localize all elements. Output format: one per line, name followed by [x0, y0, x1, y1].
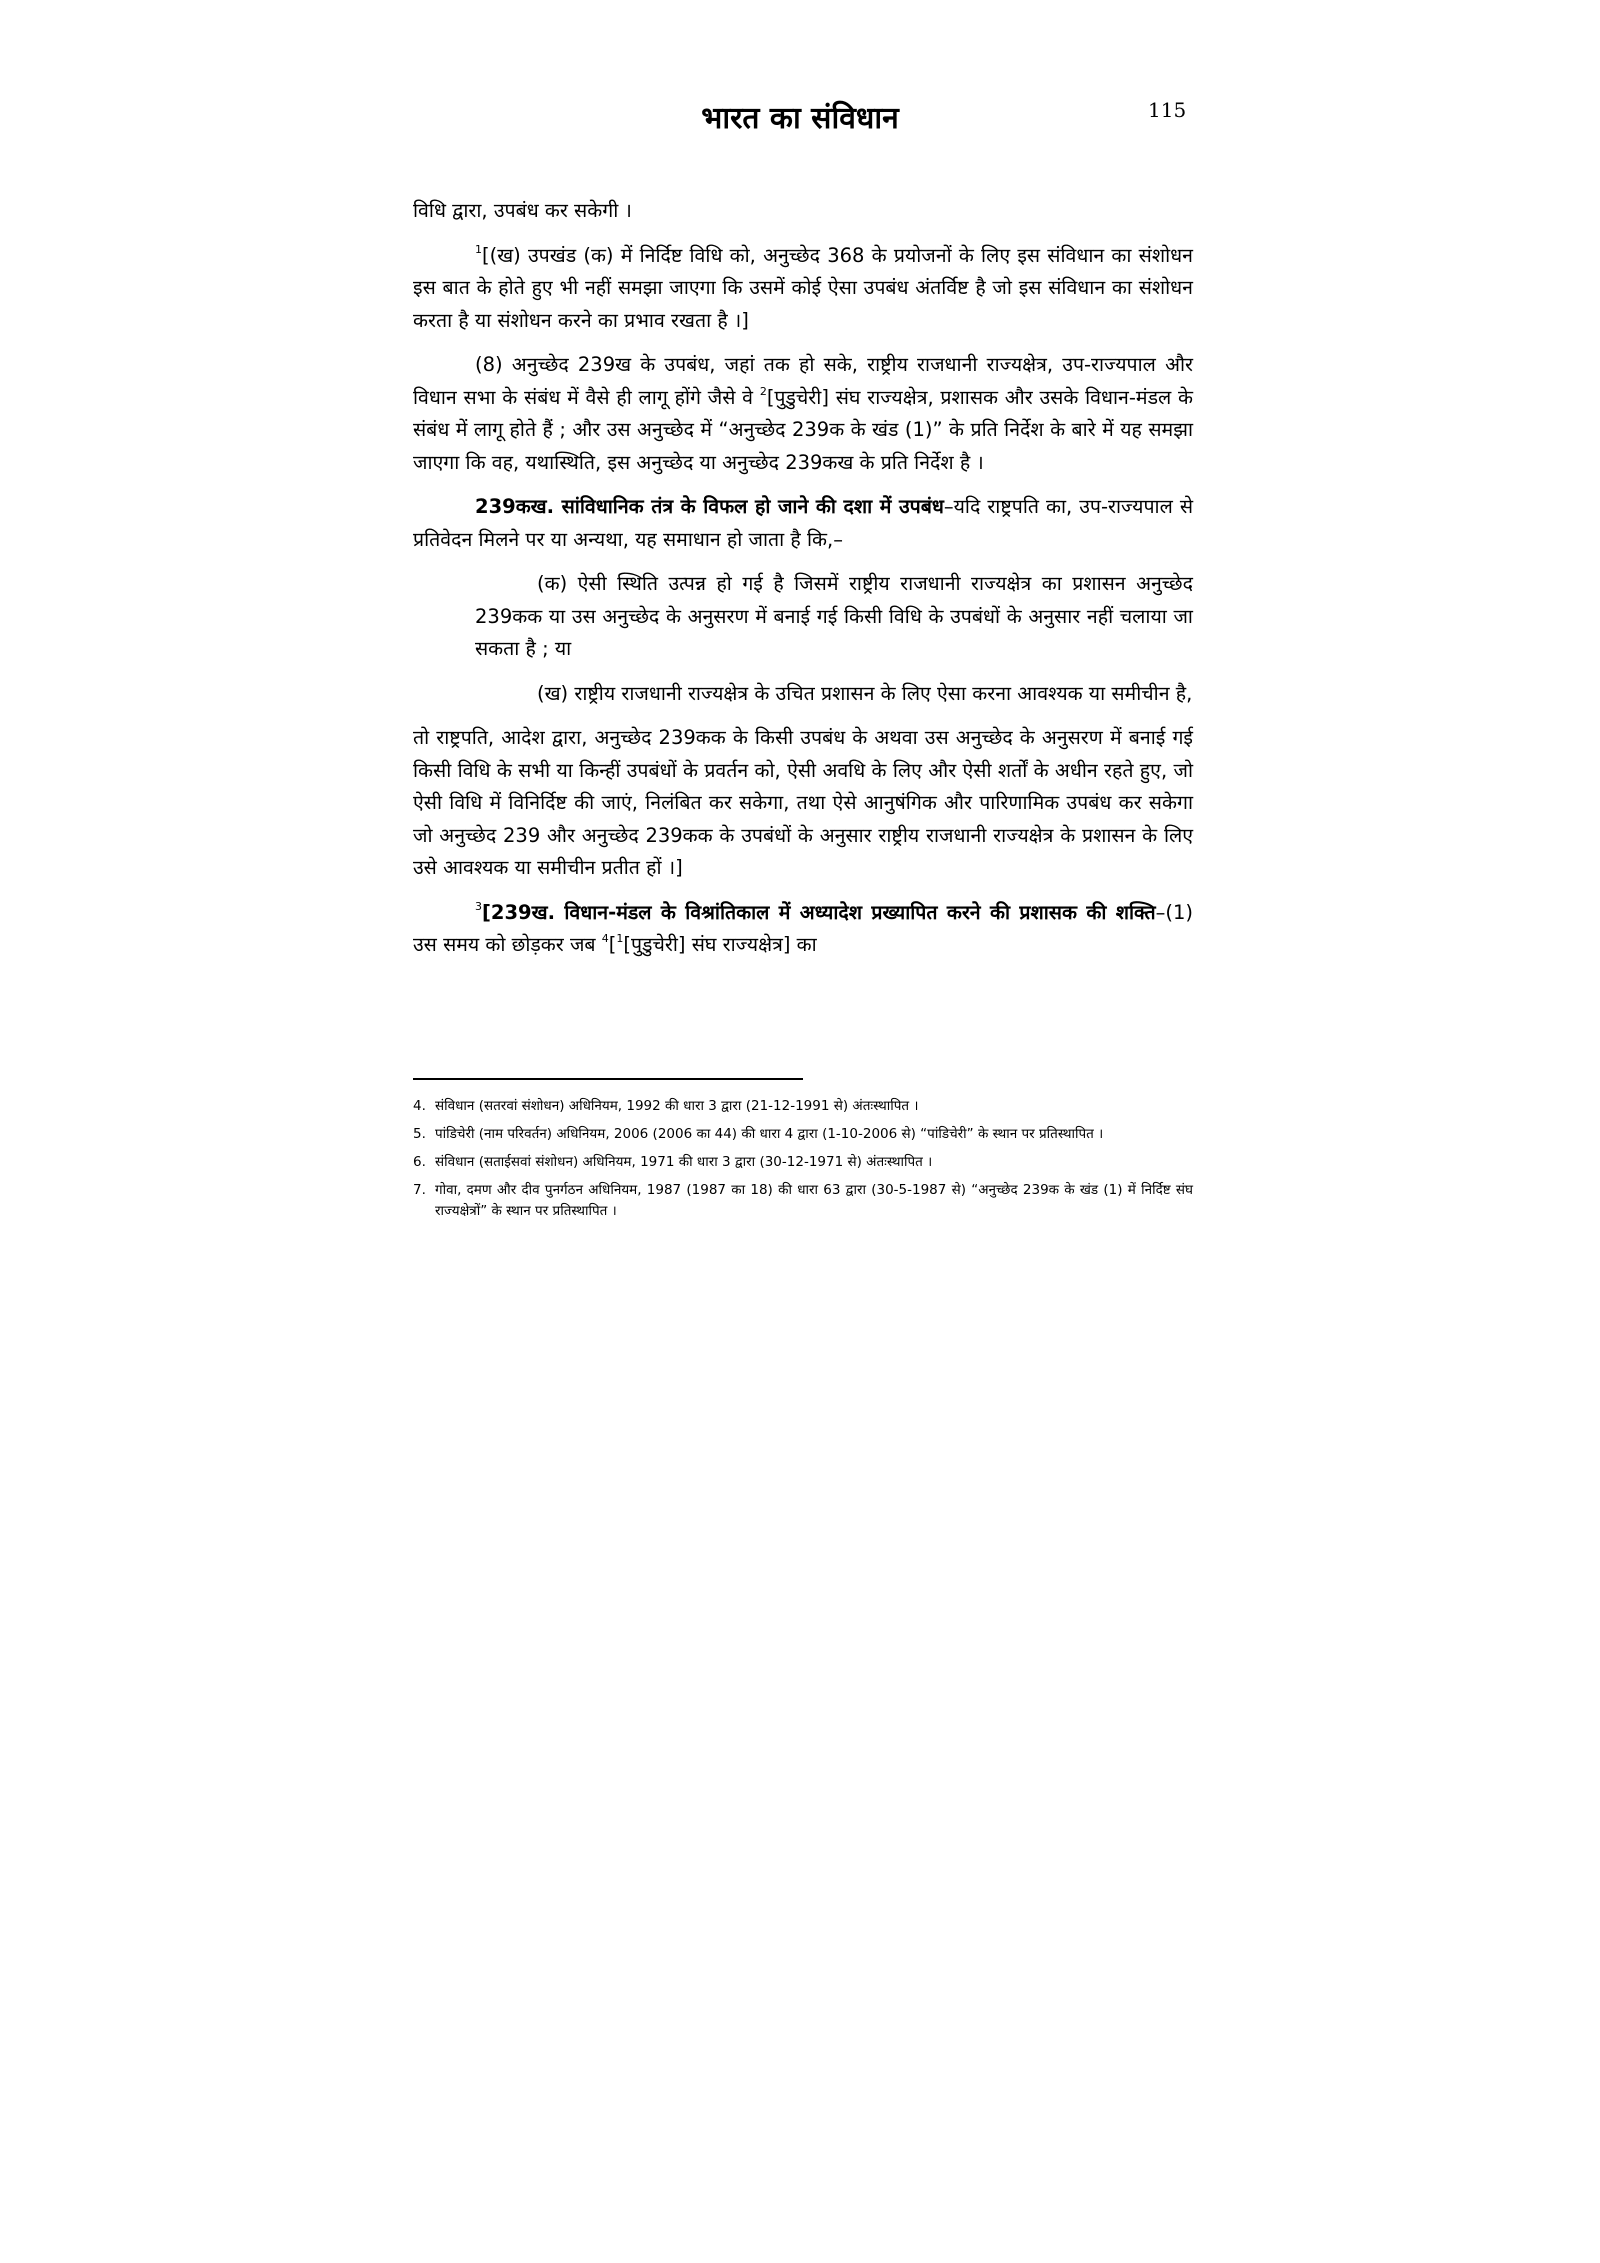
footnote-item	[413, 1152, 1193, 1173]
footnote-number: 6.	[413, 1154, 426, 1170]
paragraph-clause-8	[413, 349, 1193, 479]
article-text: –(1) उस समय को छोड़कर जब	[413, 900, 1193, 956]
page-number: 115	[1148, 98, 1187, 122]
paragraph-text: [(ख) उपखंड (क) में निर्दिष्ट विधि को, अनुच्छेद 368 के प्रयोजनों के लिए इस संविधान का संशोधन इस बात के होते हुए भी नहीं समझा जाएगा कि उसमें कोई ऐसा उपबंध अंतर्विष्ट है जो इस संविधान का संशोधन करता है या संशोधन करने का प्रभाव रखता है ।]	[413, 243, 1193, 332]
footnote-item	[413, 1096, 1193, 1117]
paragraph-continuation	[413, 195, 1193, 228]
footnote-mark: 1	[475, 242, 482, 256]
sub-clause-a	[413, 568, 1193, 666]
footnote-item	[413, 1124, 1193, 1145]
clause-text: (ख) राष्ट्रीय राजधानी राज्यक्षेत्र के उचित प्रशासन के लिए ऐसा करना आवश्यक या समीचीन है,	[537, 681, 1193, 705]
article-239ab	[413, 491, 1193, 556]
article-heading: 239कख. सांविधानिक तंत्र के विफल हो जाने की दशा में उपबंध	[475, 495, 944, 518]
article-239b	[413, 897, 1193, 962]
footnote-text: गोवा, दमण और दीव पुनर्गठन अधिनियम, 1987 (1987 का 18) की धारा 63 द्वारा (30-5-1987 से) “अनुच्छेद 239क के खंड (1) में निर्दिष्ट संघ राज्यक्षेत्रों” के स्थान पर प्रतिस्थापित ।	[435, 1182, 1193, 1219]
sub-clause-b	[413, 678, 1193, 711]
article-heading: [239ख. विधान-मंडल के विश्रांतिकाल में अध्यादेश प्रख्यापित करने की प्रशासक की शक्ति	[482, 900, 1156, 924]
footnote-number: 5.	[413, 1126, 426, 1142]
footnote-text: संविधान (सतरवां संशोधन) अधिनियम, 1992 की धारा 3 द्वारा (21-12-1991 से) अंतःस्थापित ।	[435, 1098, 919, 1114]
page-title: भारत का संविधान	[701, 101, 899, 136]
article-text: –यदि राष्ट्रपति का, उप-राज्यपाल से प्रतिवेदन मिलने पर या अन्यथा, यह समाधान हो जाता है कि,–	[413, 495, 1194, 551]
footnote-number: 7.	[413, 1182, 426, 1198]
clause-text: (क) ऐसी स्थिति उत्पन्न हो गई है जिसमें राष्ट्रीय राजधानी राज्यक्षेत्र का प्रशासन अनुच्छेद 239कक या उस अनुच्छेद के अनुसरण में बनाई गई किसी विधि के उपबंधों के अनुसार नहीं चलाया जा सकता है ; या	[475, 572, 1193, 660]
article-text: [पुडुचेरी] संघ राज्यक्षेत्र] का	[623, 933, 817, 956]
paragraph-text: विधि द्वारा, उपबंध कर सकेगी ।	[413, 199, 632, 222]
footnote-text: पांडिचेरी (नाम परिवर्तन) अधिनियम, 2006 (2006 का 44) की धारा 4 द्वारा (1-10-2006 से) “पांडिचेरी” के स्थान पर प्रतिस्थापित ।	[435, 1126, 1104, 1142]
footnote-item	[413, 1180, 1193, 1222]
paragraph-clause-b-substituted	[413, 240, 1193, 338]
footnote-mark: 1	[616, 932, 624, 945]
paragraph-text: तो राष्ट्रपति, आदेश द्वारा, अनुच्छेद 239कक के किसी उपबंध के अथवा उस अनुच्छेद के अनुसरण में बनाई गई किसी विधि के सभी या किन्हीं उपबंधों के प्रवर्तन को, ऐसी अवधि के लिए और ऐसी शर्तों के अधीन रहते हुए, जो ऐसी विधि में विनिर्दिष्ट की जाएं, निलंबित कर सकेगा, तथा ऐसे आनुषंगिक और पारिणामिक उपबंध कर सकेगा जो अनुच्छेद 239 और अनुच्छेद 239कक के उपबंधों के अनुसार राष्ट्रीय राजधानी राज्यक्षेत्र के प्रशासन के लिए उसे आवश्यक या समीचीन प्रतीत हों ।]	[413, 726, 1193, 879]
footnote-mark: 4	[601, 932, 609, 945]
article-text: [	[608, 933, 617, 956]
main-text	[413, 195, 1193, 974]
footnote-mark: 3	[475, 899, 482, 913]
footnote-number: 4.	[413, 1098, 426, 1114]
footnote-divider	[413, 1078, 803, 1080]
paragraph-text: (8) अनुच्छेद 239ख के उपबंध, जहां तक हो सके, राष्ट्रीय राजधानी राज्यक्षेत्र, उप-राज्यपाल और विधान सभा के संबंध में वैसे ही लागू होंगे जैसे वे	[413, 353, 1193, 409]
paragraph-text: [पुडुचेरी] संघ राज्यक्षेत्र, प्रशासक और उसके विधान-मंडल के संबंध में लागू होते हैं ; और उस अनुच्छेद में “अनुच्छेद 239क के खंड (1)” के प्रति निर्देश के बारे में यह समझा जाएगा कि वह, यथास्थिति, इस अनुच्छेद या अनुच्छेद 239कख के प्रति निर्देश है ।	[413, 385, 1193, 474]
footnote-mark: 2	[759, 384, 767, 398]
footnotes	[413, 1096, 1193, 1229]
paragraph-then	[413, 722, 1193, 885]
footnote-text: संविधान (सताईसवां संशोधन) अधिनियम, 1971 की धारा 3 द्वारा (30-12-1971 से) अंतःस्थापित ।	[435, 1154, 933, 1170]
